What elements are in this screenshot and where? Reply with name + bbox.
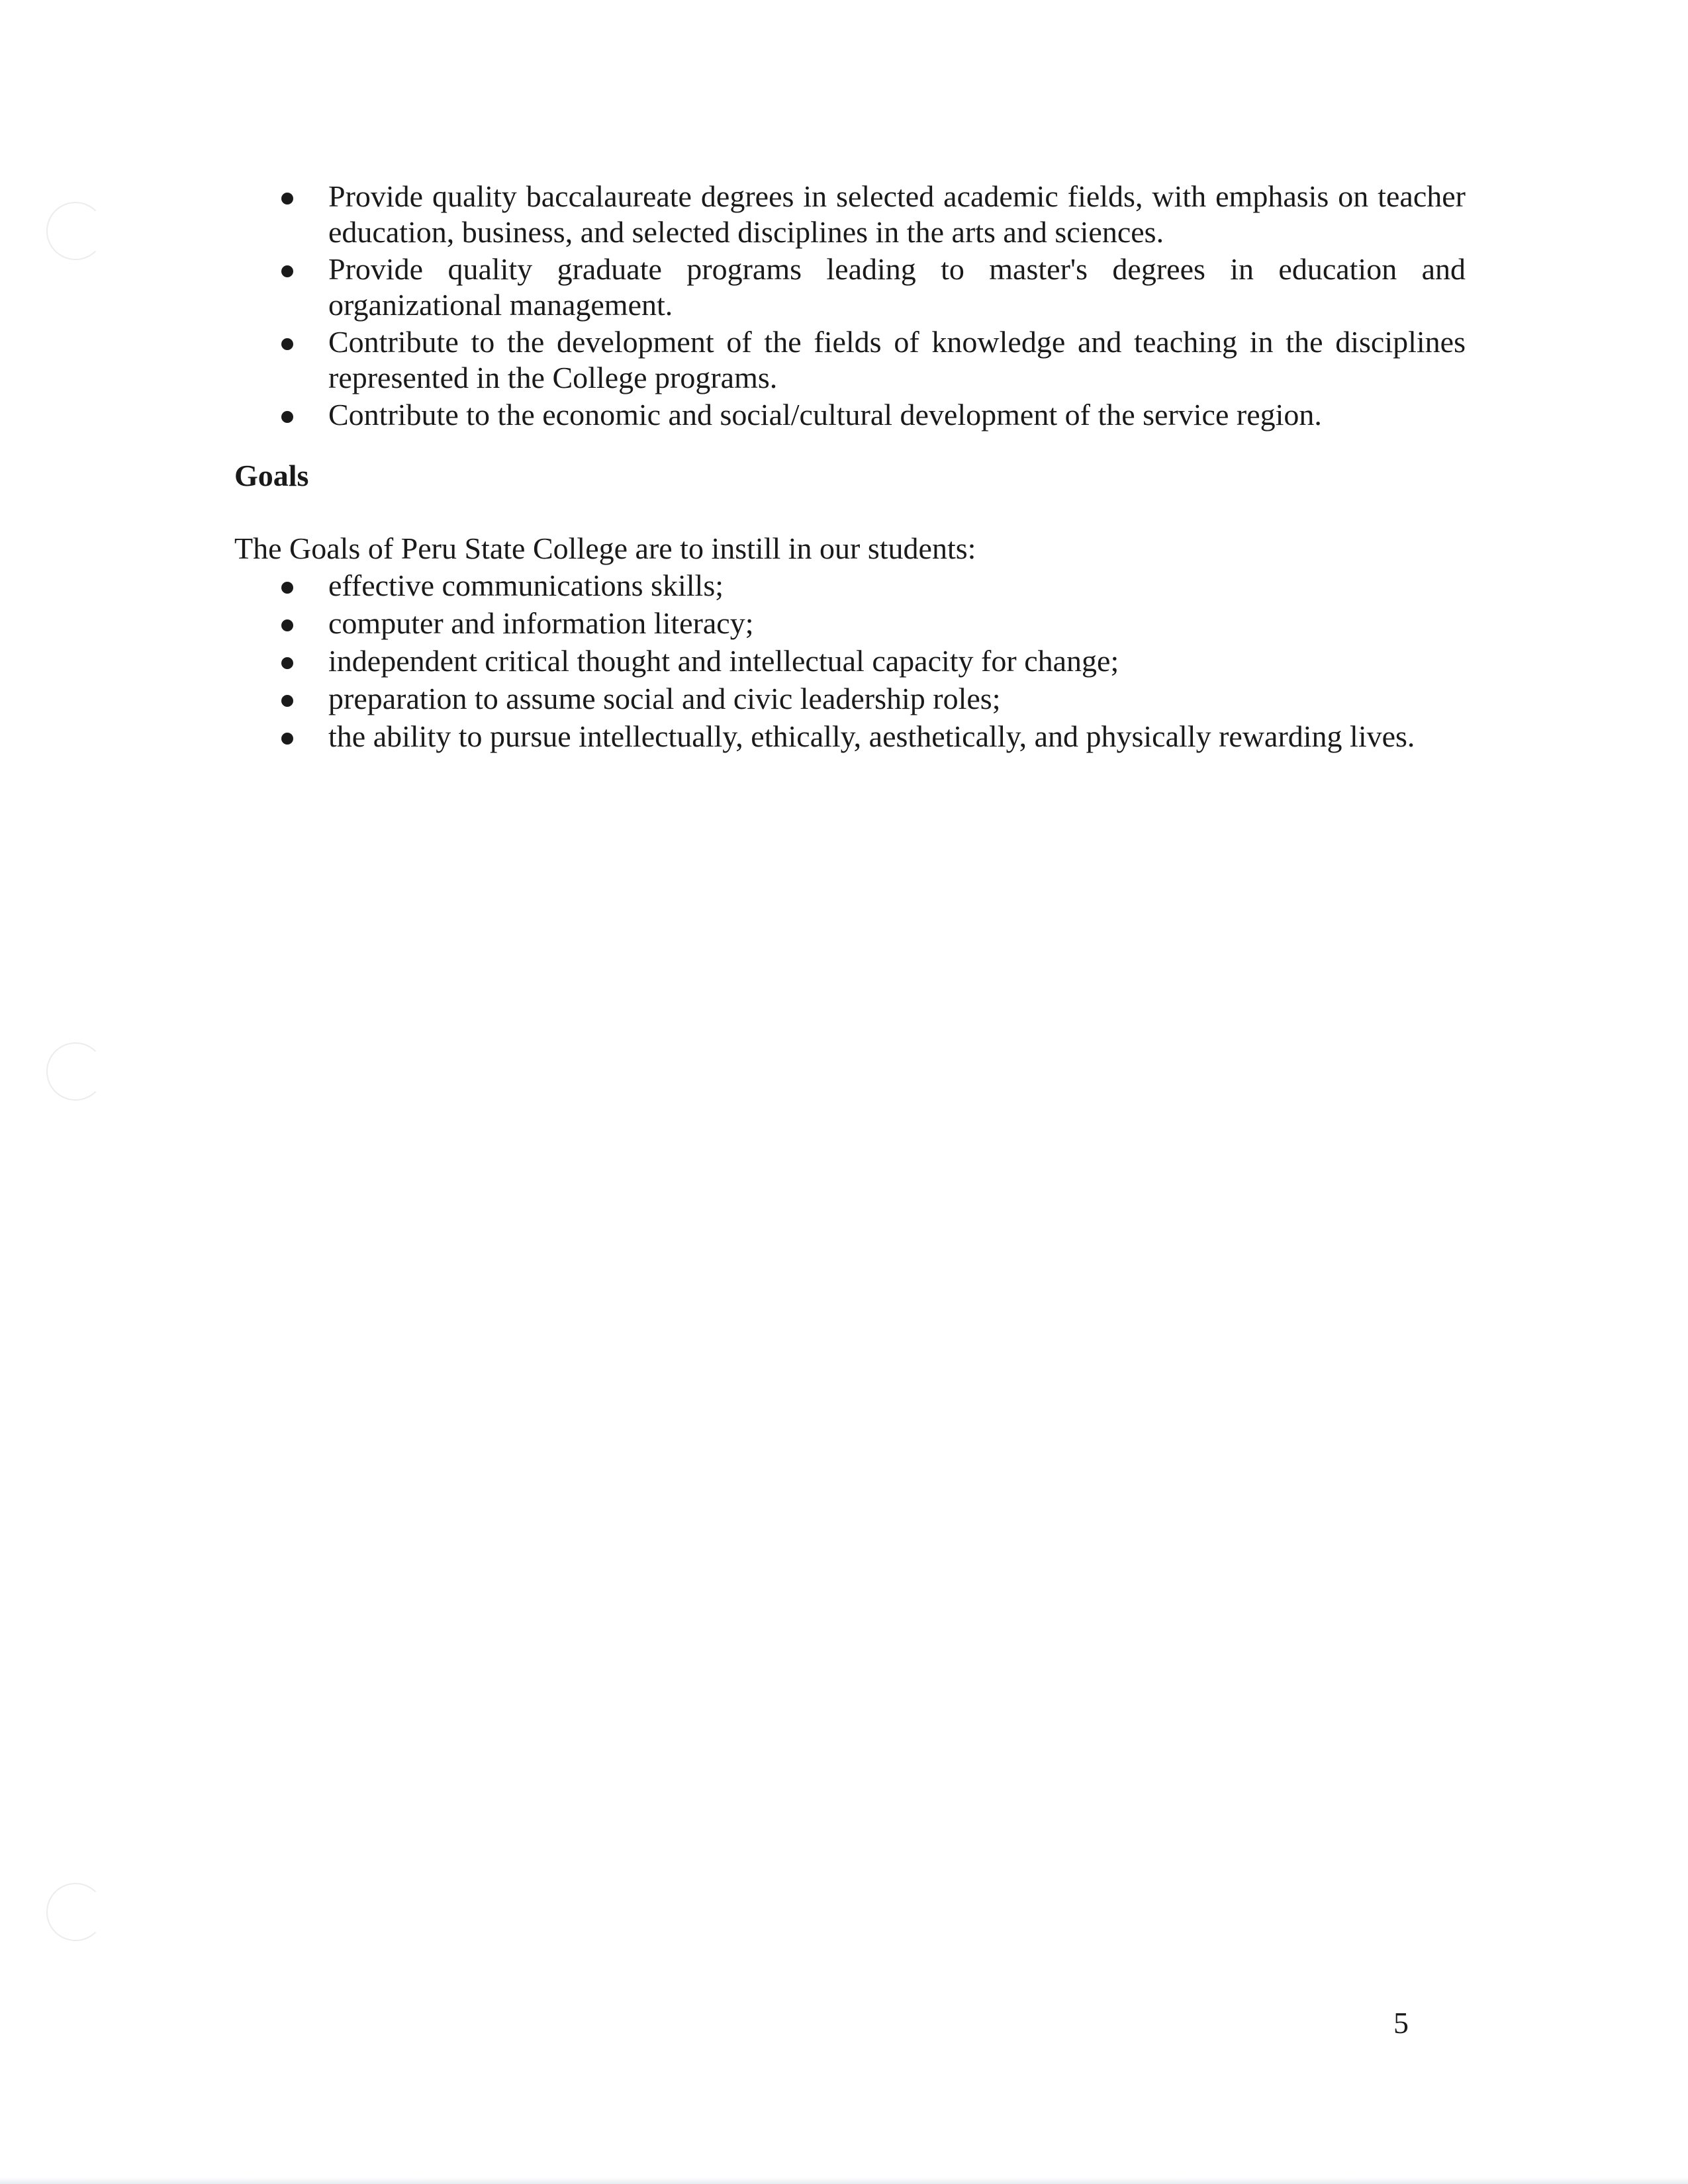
bullet-icon — [281, 695, 293, 707]
punch-hole-mark — [46, 1883, 105, 1941]
page-content — [234, 179, 1466, 756]
list-item — [234, 681, 1466, 717]
section-heading-goals: Goals — [234, 459, 309, 492]
bullet-icon — [281, 733, 293, 745]
list-item-text: Contribute to the development of the fields of knowledge and teaching in the disciplines represented in the College programs. — [328, 325, 1466, 394]
list-item — [234, 324, 1466, 396]
bullet-icon — [281, 411, 293, 423]
bullet-icon — [281, 582, 293, 594]
list-item-text: independent critical thought and intellectual capacity for change; — [328, 644, 1119, 678]
list-item — [234, 568, 1466, 604]
goals-intro: The Goals of Peru State College are to instill in our students: — [234, 531, 976, 565]
list-item — [234, 719, 1466, 754]
list-item-text: computer and information literacy; — [328, 606, 754, 640]
bullet-icon — [281, 338, 293, 350]
list-item — [234, 606, 1466, 641]
list-item-text: effective communications skills; — [328, 569, 724, 602]
bullet-icon — [281, 657, 293, 669]
mission-list — [234, 179, 1466, 433]
list-item-text: Provide quality graduate programs leading to master's degrees in education and organizational management. — [328, 252, 1466, 322]
bullet-icon — [281, 193, 293, 205]
list-item — [234, 251, 1466, 323]
goals-list — [234, 568, 1466, 754]
list-item — [234, 643, 1466, 679]
list-item-text: preparation to assume social and civic leadership roles; — [328, 682, 1001, 715]
punch-hole-mark — [46, 202, 105, 260]
page-number: 5 — [1393, 2006, 1409, 2040]
list-item-text: Contribute to the economic and social/cultural development of the service region. — [328, 398, 1322, 432]
bullet-icon — [281, 619, 293, 631]
list-item-text: Provide quality baccalaureate degrees in selected academic fields, with emphasis on teacher education, business, and selected disciplines in the arts and sciences. — [328, 179, 1466, 249]
list-item — [234, 397, 1466, 433]
bullet-icon — [281, 265, 293, 277]
list-item — [234, 179, 1466, 250]
punch-hole-mark — [46, 1042, 105, 1101]
list-item-text: the ability to pursue intellectually, ethically, aesthetically, and physically rewarding lives. — [328, 719, 1415, 753]
scan-edge-divider — [0, 2177, 1688, 2184]
